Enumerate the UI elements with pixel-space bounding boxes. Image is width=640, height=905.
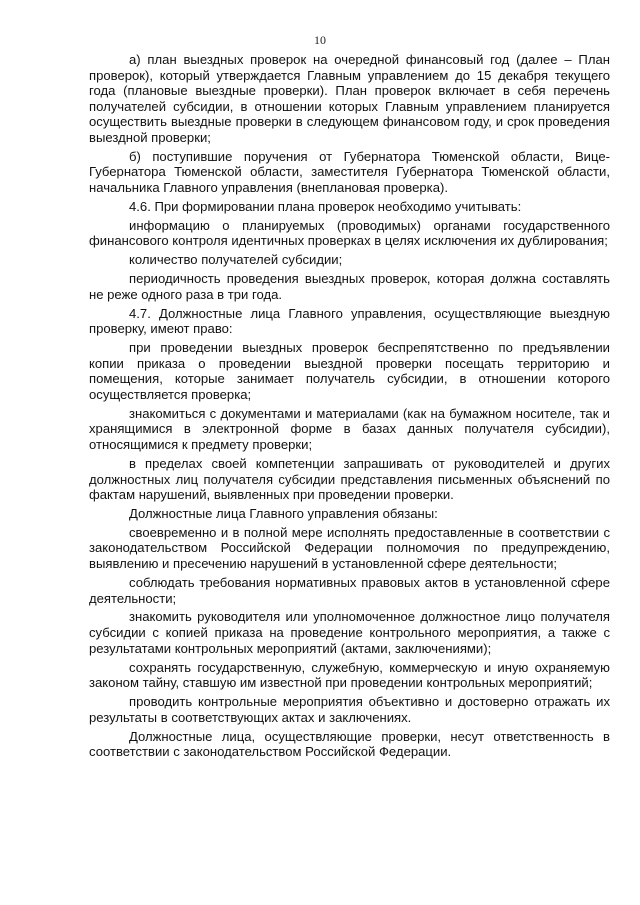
paragraph-control-bodies-info: информацию о планируемых (проводимых) органами государственного финансового контроля идентичных проверках в целях исключения их дублирования; bbox=[89, 217, 610, 249]
paragraph-duty-exercise-powers: своевременно и в полной мере исполнять предоставленные в соответствии с законодательством Российской Федерации полномочия по предупреждению, выявлению и пресечению нарушений в установленной сфере деятельности; bbox=[89, 524, 610, 572]
page-number: 10 bbox=[314, 33, 326, 47]
paragraph-recipients-count: количество получателей субсидии; bbox=[129, 252, 343, 268]
paragraph-duty-acquaint-head: знакомить руководителя или уполномоченное должностное лицо получателя субсидии с копией приказа на проведение контрольного мероприятия, а также с результатами контрольных мероприятий (актами, заключениями); bbox=[89, 609, 610, 656]
paragraph-plan-of-inspections: а) план выездных проверок на очередной финансовый год (далее – План проверок), который утверждается Главным управлением до 15 декабря текущего года (плановые выездные проверки). План проверок включает в себя перечень получателей субсидии, в отношении которых Главным управлением планируется осуществить выездные проверки в следующем финансовом году, и срок проведения выездной проверки; bbox=[89, 52, 610, 145]
paragraph-inspection-frequency: периодичность проведения выездных проверок, которая должна составлять не реже одного раза в три года. bbox=[89, 271, 610, 302]
paragraph-governor-instructions: б) поступившие поручения от Губернатора Тюменской области, Вице-Губернатора Тюменской области, заместителя Губернатора Тюменской области, начальника Главного управления (внеплановая проверка). bbox=[89, 148, 610, 196]
paragraph-right-visit-premises: при проведении выездных проверок беспрепятственно по предъявлении копии приказа о проведении выездной проверки посещать территорию и помещения, которые занимает получатель субсидии, в отношении которого осуществляется проверка; bbox=[89, 340, 610, 402]
paragraph-duty-comply-regulations: соблюдать требования нормативных правовых актов в установленной сфере деятельности; bbox=[89, 574, 610, 606]
paragraph-right-request-explanations: в пределах своей компетенции запрашивать от руководителей и других должностных лиц получателя субсидии представления письменных объяснений по фактам нарушений, выявленных при проведении проверки. bbox=[89, 455, 610, 503]
paragraph-section-4-7: 4.7. Должностные лица Главного управления, осуществляющие выездную проверку, имеют право: bbox=[89, 305, 610, 337]
paragraph-section-4-6: 4.6. При формировании плана проверок необходимо учитывать: bbox=[129, 198, 522, 214]
paragraph-responsibility: Должностные лица, осуществляющие проверки, несут ответственность в соответствии с законодательством Российской Федерации. bbox=[89, 728, 610, 760]
paragraph-duty-objective-control: проводить контрольные мероприятия объективно и достоверно отражать их результаты в соответствующих актах и заключениях. bbox=[89, 694, 610, 725]
paragraph-duty-keep-secrets: сохранять государственную, служебную, коммерческую и иную охраняемую законом тайну, ставшую им известной при проведении контрольных мероприятий; bbox=[89, 659, 610, 691]
paragraph-officials-obliged: Должностные лица Главного управления обязаны: bbox=[129, 506, 438, 521]
paragraph-right-review-documents: знакомиться с документами и материалами (как на бумажном носителе, так и хранящимися в электронной форме в базах данных получателя субсидии), относящимися к предмету проверки; bbox=[89, 405, 610, 453]
document-body bbox=[89, 52, 610, 763]
